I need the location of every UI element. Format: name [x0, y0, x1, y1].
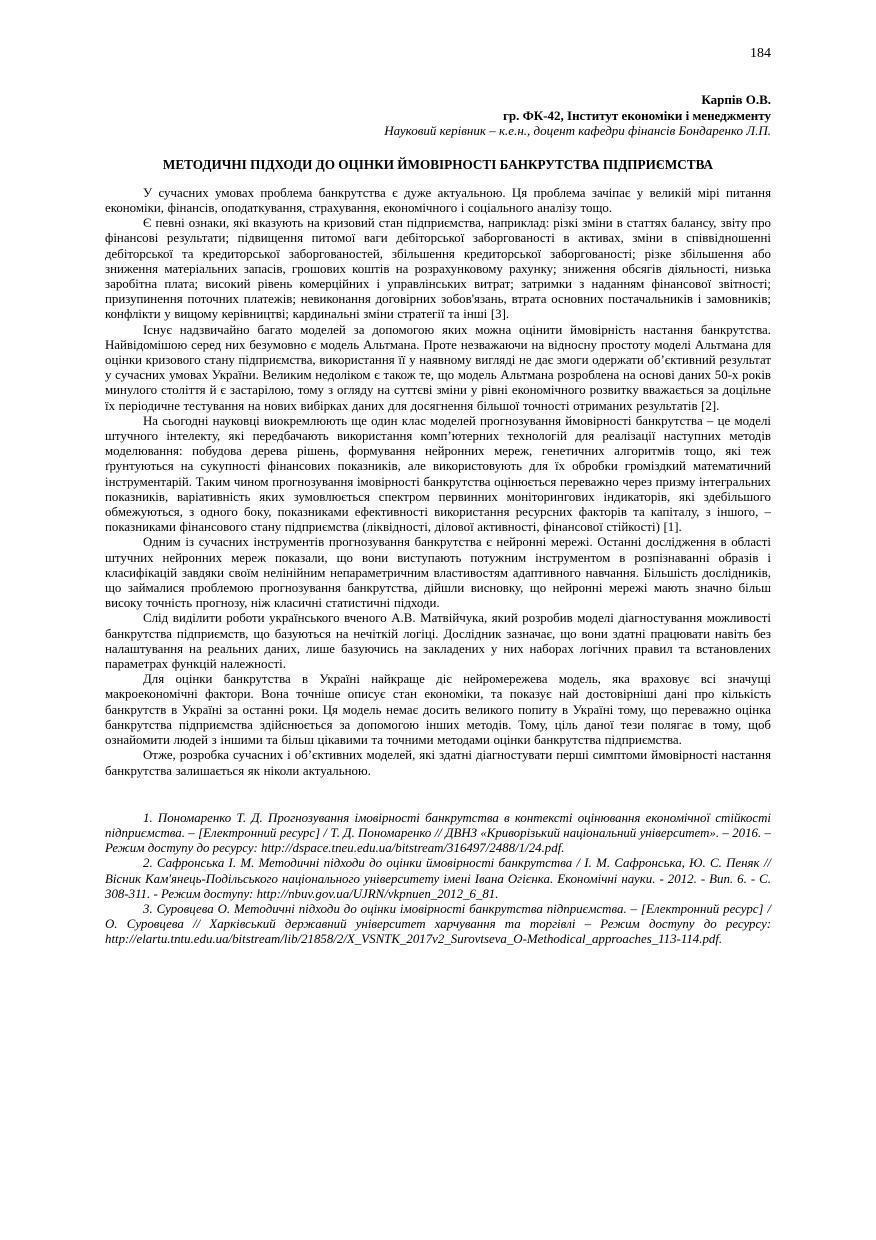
- paragraph: Отже, розробка сучасних і об’єктивних моделей, які здатні діагностувати перші симптоми ймовірності настання банкрутства залишається як ніколи актуальною.: [105, 748, 771, 778]
- page-title: МЕТОДИЧНІ ПІДХОДИ ДО ОЦІНКИ ЙМОВІРНОСТІ БАНКРУТСТВА ПІДПРИЄМСТВА: [162, 156, 714, 172]
- paragraph: Є певні ознаки, які вказують на кризовий стан підприємства, наприклад: різкі зміни в статтях балансу, звіту про фінансові результати; підвищення питомої ваги дебіторської заборгованості в активах, зміни в співвідношенні дебіторської та кредиторської заборгованостей, збільшення кредиторської заборгованості; різке збільшення або зниження матеріальних запасів, грошових коштів на розрахунковому рахунку; зниження обсягів діяльності, низька заробітна плата; високий рівень комерційних і управлінських витрат; затримки з наданням фінансової звітності; призупинення поточних платежів; невиконання договірних зобов'язань, втрата основних постачальників і замовників; конфлікти у вищому керівництві; кардинальні зміни стратегії та інші [3].: [105, 216, 771, 322]
- page-content: [105, 46, 771, 948]
- paragraph: На сьогодні науковці виокремлюють ще один клас моделей прогнозування ймовірності банкрутства – це моделі штучного інтелекту, які передбачають використання комп’ютерних технологій для реалізації наступних методів моделювання: побудова дерева рішень, формування нейронних мереж, генетичних алгоритмів тощо, які теж ґрунтуються на сукупності фінансових показників, але використовують для їх обробки громіздкий математичний інструментарій. Таким чином прогнозування імовірності банкрутства оцінюється переважно через призму інтегральних показників, варіативність яких зумовлюється спектром первинних моніторингових індикаторів, які здебільшого обмежуються, з одного боку, показниками ефективності використання ресурсних факторів та капіталу, з іншого, – показниками фінансового стану підприємства (ліквідності, ділової активності, фінансової стійкості) [1].: [105, 413, 771, 535]
- author-affiliation: гр. ФК-42, Інститут економіки і менеджменту: [502, 107, 771, 123]
- reference-item: 2. Сафронська І. М. Методичні підходи до оцінки ймовірності банкрутства / І. М. Сафронська, Ю. С. Пеняк // Вісник Кам'янець-Подільського національного університету імені Івана Огієнка. Економічні науки. - 2012. - Вип. 6. - С. 308-311. - Режим доступу: http://nbuv.gov.ua/UJRN/vkpnuen_2012_6_81.: [105, 856, 771, 901]
- reference-item: 3. Суровцева О. Методичні підходи до оцінки імовірності банкрутства підприємства. – [Електронний ресурс] / О. Суровцева // Харківський державний університет харчування та торгівлі – Режим доступу до ресурсу: http://elartu.tntu.edu.ua/bitstream/lib/21858/2/X_VSNTK_2017v2_Surovtseva_O-Methodical_approaches_113-114.pdf.: [105, 901, 771, 947]
- author-block: [105, 92, 771, 139]
- supervisor-line: Науковий керівник – к.е.н., доцент кафедри фінансів Бондаренко Л.П.: [384, 123, 771, 139]
- paragraph: Одним із сучасних інструментів прогнозування банкрутства є нейронні мережі. Останні дослідження в області штучних нейронних мереж показали, що вони виступають потужним інструментом в розпізнаванні образів і класифікацій завдяки своїм нелінійним непараметричним властивостям адаптивного навчання. Більшість дослідників, що займалися проблемою прогнозування банкрутства, дійшли висновку, що нейронні мережі мають значно більш високу точність прогнозу, ніж класичні статистичні підходи.: [105, 535, 771, 611]
- reference-item: 1. Пономаренко Т. Д. Прогнозування імовірності банкрутства в контексті оцінювання економічної стійкості підприємства. – [Електронний ресурс] / Т. Д. Пономаренко // ДВНЗ «Криворізький національний університет». – 2016. – Режим доступу до ресурсу: http://dspace.tneu.edu.ua/bitstream/316497/2488/1/24.pdf.: [105, 810, 771, 856]
- paragraph: Для оцінки банкрутства в Україні найкраще діє нейромережева модель, яка враховує всі значущі макроекономічні фактори. Вона точніше описує стан економіки, та показує най достовірніші дані про кількість банкрутств в Україні за останні роки. Ця модель немає досить великого попиту в Україні тому, що переважно оцінка банкрутства підприємства здійснюється за допомогою інших методів. Тому, ціль даної тези полягає в тому, щоб ознайомити людей з іншими та більш цікавими та точними методами оцінки банкрутства підприємства.: [105, 672, 771, 748]
- page-number: 184: [750, 46, 771, 61]
- paragraph: У сучасних умовах проблема банкрутства є дуже актуальною. Ця проблема зачіпає у великій мірі питання економіки, фінансів, оподаткування, страхування, економічного і соціального аналізу тощо.: [105, 185, 771, 215]
- paragraph: Існує надзвичайно багато моделей за допомогою яких можна оцінити ймовірність настання банкрутства. Найвідомішою серед них безумовно є модель Альтмана. Проте незважаючи на відносну простоту моделі Альтмана для оцінки кризового стану підприємства, використання її у наявному вигляді не дає змоги одержати об’єктивний результат у сучасних умовах України. Великим недоліком є також те, що модель Альтмана розроблена на основі даних 50-х років минулого століття й є застарілою, тому з огляду на суттєві зміни у рівні економічного розвитку вважається за доцільне їх періодичне тестування на нових вибірках даних для досягнення більшої точності отриманих результатів [2].: [105, 322, 771, 413]
- article-body: [105, 186, 771, 779]
- reference-list: [105, 811, 771, 948]
- author-name: Карпів О.В.: [701, 92, 771, 107]
- paragraph: Слід виділити роботи українського вченого А.В. Матвійчука, який розробив моделі діагностування можливості банкрутства підприємств, що базуються на нечіткій логіці. Дослідник зазначає, що вони здатні працювати навіть без налаштування на реальних даних, лише базуючись на закладених у них наборах логічних правил та встановлених параметрах функцій належності.: [105, 611, 771, 672]
